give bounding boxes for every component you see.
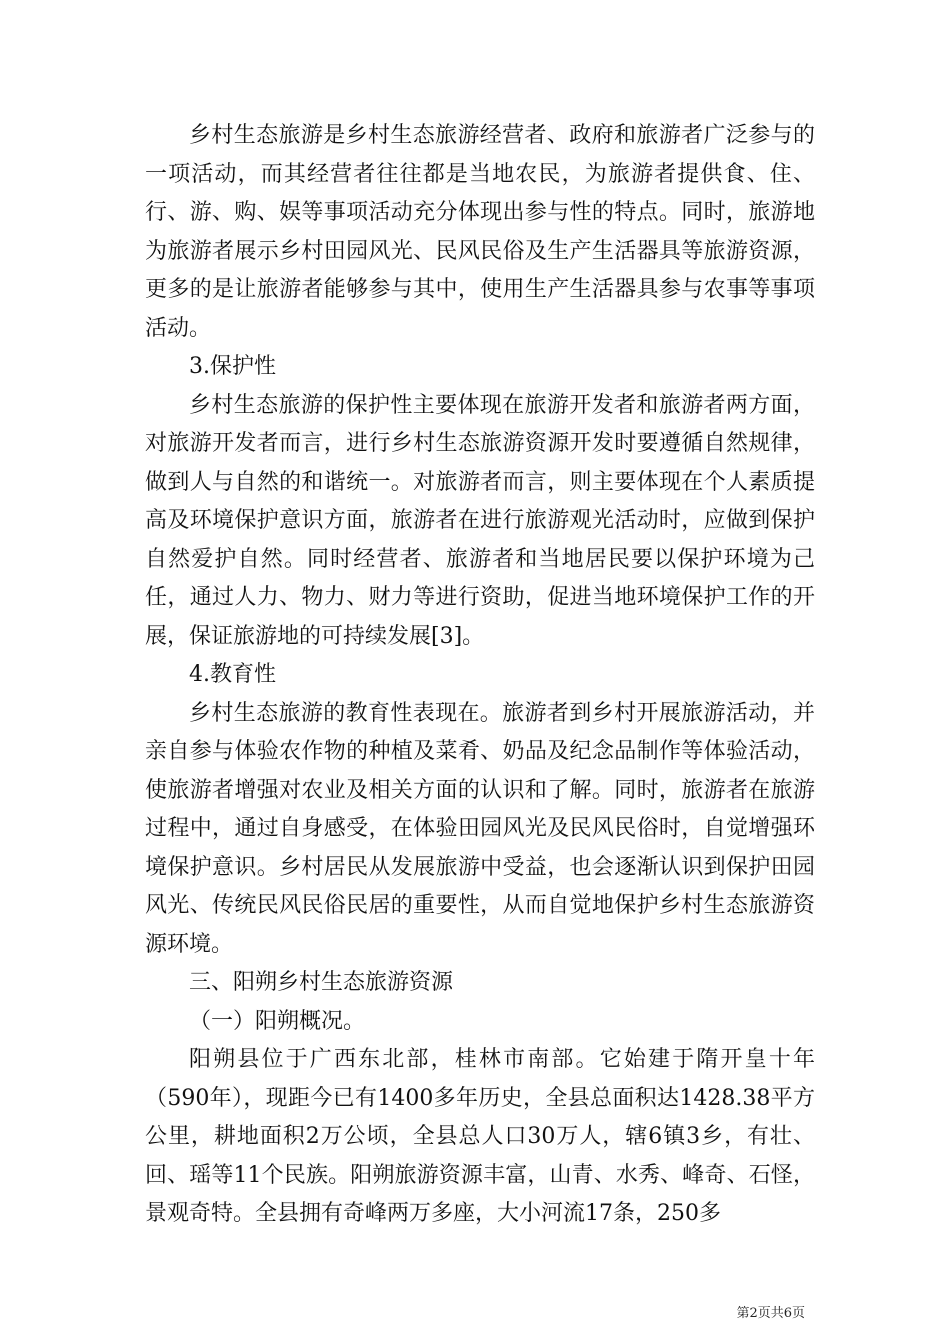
page-number: 第2页共6页 — [736, 1306, 805, 1321]
paragraph-yangshuo-overview: 阳朔县位于广西东北部，桂林市南部。它始建于隋开皇十年（590年），现距今已有1400多年历史，全县总面积达1428.38平方公里，耕地面积2万公顷，全县总人口30万人，辖6镇3乡，有壮、回、瑶等11个民族。阳朔旅游资源丰富，山青、水秀、峰奇、石怪，景观奇特。全县拥有奇峰两万多座，大小河流17条，250多 — [145, 1047, 815, 1226]
paragraph-participation: 乡村生态旅游是乡村生态旅游经营者、政府和旅游者广泛参与的一项活动，而其经营者往往都是当地农民，为旅游者提供食、住、行、游、购、娱等事项活动充分体现出参与性的特点。同时，旅游地为旅游者展示乡村田园风光、民风民俗及生产生活器具等旅游资源，更多的是让旅游者能够参与其中，使用生产生活器具参与农事等事项活动。 — [145, 123, 815, 341]
heading-protection: 3.保护性 — [189, 354, 276, 379]
paragraph-education: 乡村生态旅游的教育性表现在。旅游者到乡村开展旅游活动，并亲自参与体验农作物的种植及菜肴、奶品及纪念品制作等体验活动，使旅游者增强对农业及相关方面的认识和了解。同时，旅游者在旅游过程中，通过自身感受，在体验田园风光及民风民俗时，自觉增强环境保护意识。乡村居民从发展旅游中受益，也会逐渐认识到保护田园风光、传统民风民俗民居的重要性，从而自觉地保护乡村生态旅游资源环境。 — [145, 700, 815, 957]
section-heading-yangshuo-resources: 三、阳朔乡村生态旅游资源 — [189, 970, 454, 995]
subsection-heading-yangshuo-overview: （一）阳朔概况。 — [189, 1008, 366, 1034]
paragraph-protection: 乡村生态旅游的保护性主要体现在旅游开发者和旅游者两方面，对旅游开发者而言，进行乡村生态旅游资源开发时要遵循自然规律，做到人与自然的和谐统一。对旅游者而言，则主要体现在个人素质提高及环境保护意识方面，旅游者在进行旅游观光活动时，应做到保护自然爱护自然。同时经营者、旅游者和当地居民要以保护环境为己任，通过人力、物力、财力等进行资助，促进当地环境保护工作的开展，保证旅游地的可持续发展[3]。 — [145, 392, 815, 649]
heading-education: 4.教育性 — [189, 662, 276, 687]
document-body — [145, 117, 815, 1234]
